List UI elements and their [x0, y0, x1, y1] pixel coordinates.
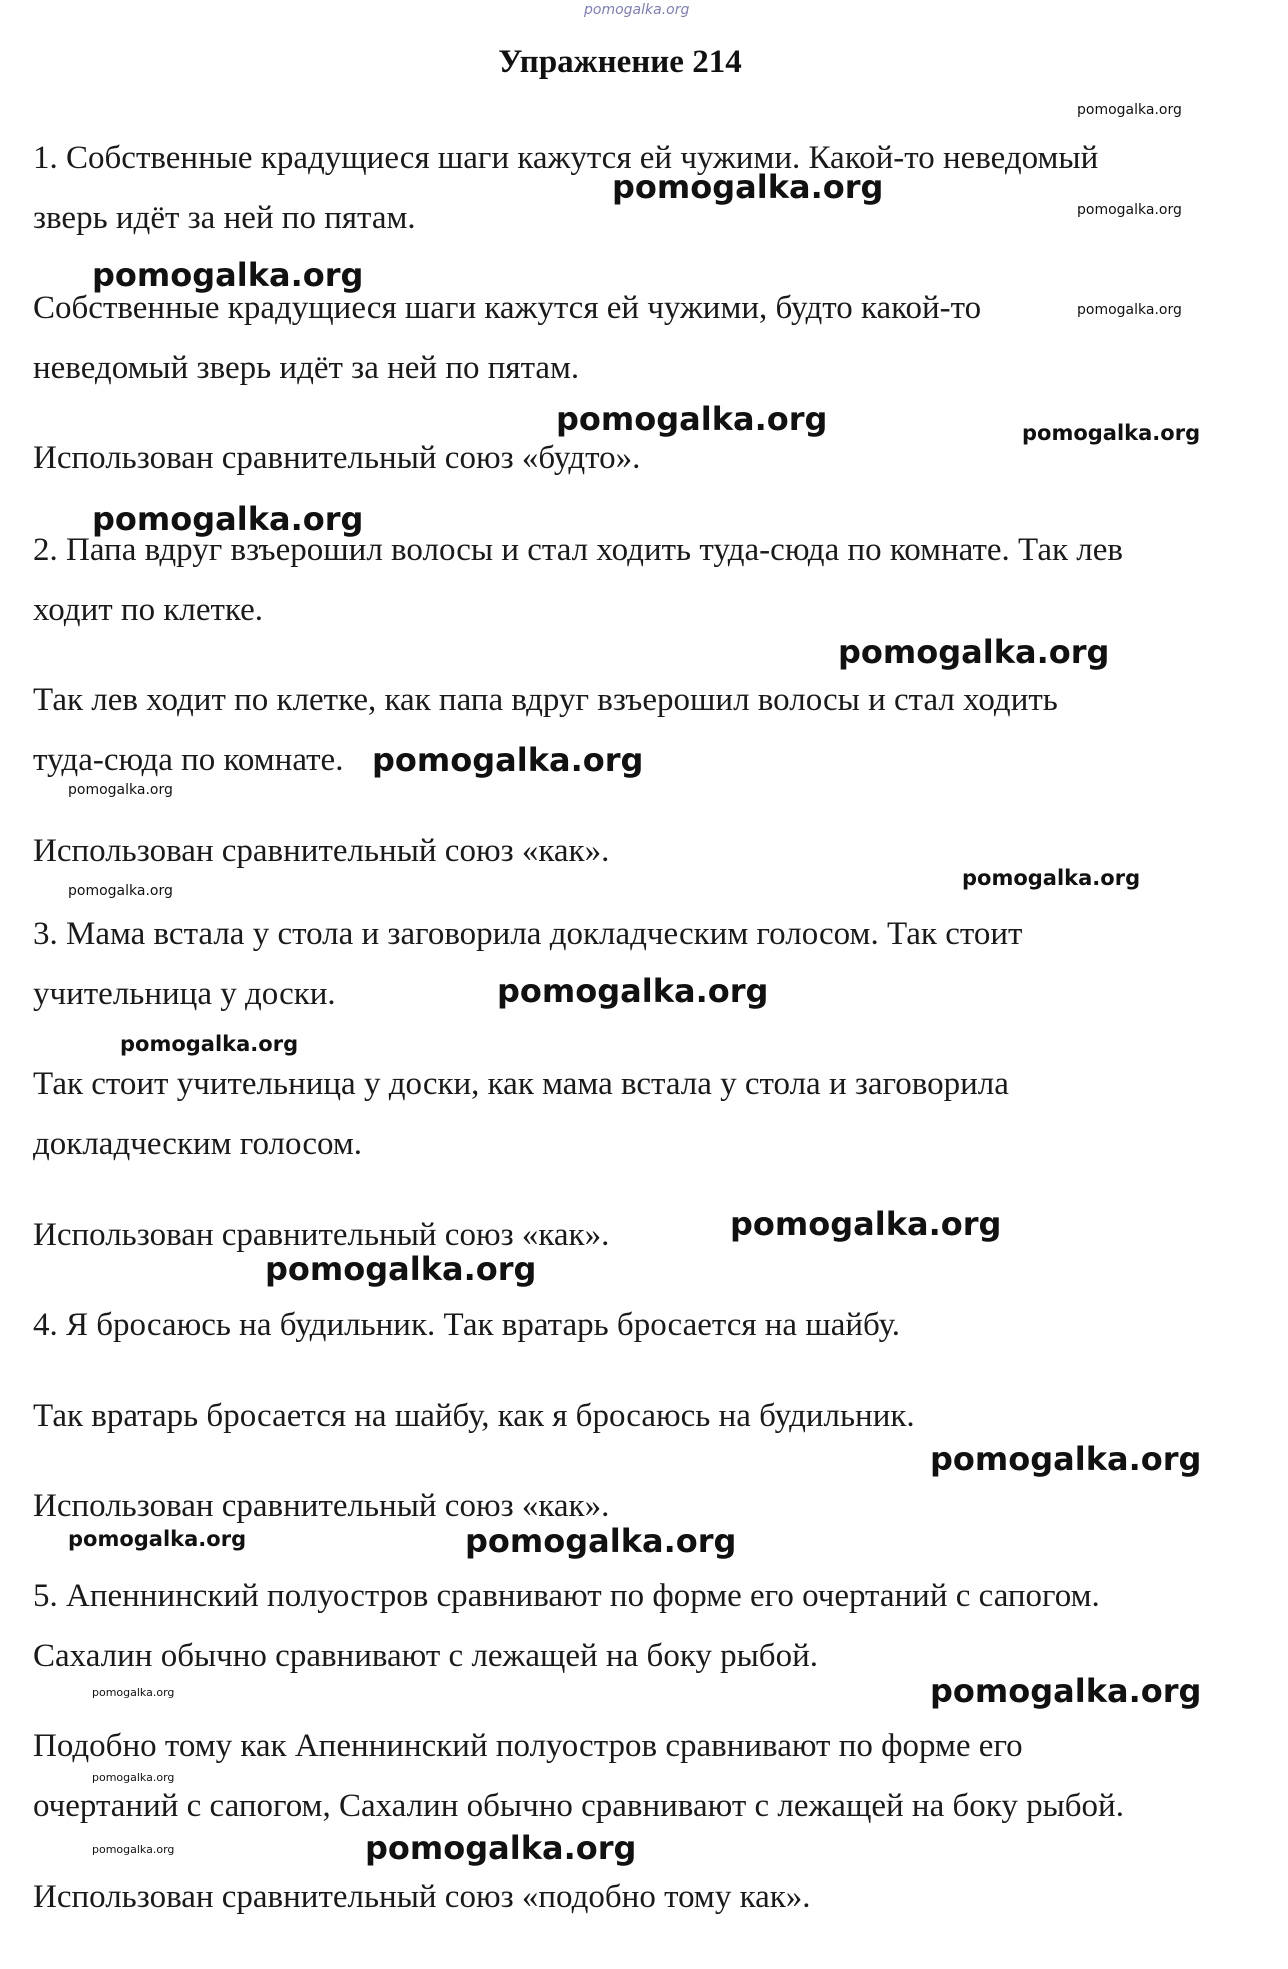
watermark: pomogalka.org: [612, 168, 884, 206]
text-line: 1. Собственные крадущиеся шаги кажутся ей чужими. Какой-то неведомый: [33, 140, 1099, 176]
watermark: pomogalka.org: [68, 782, 173, 798]
text-line: Использован сравнительный союз «как».: [33, 833, 610, 869]
text-line: ходит по клетке.: [33, 592, 264, 628]
watermark: pomogalka.org: [497, 972, 769, 1010]
text-line: 5. Апеннинский полуостров сравнивают по форме его очертаний с сапогом.: [33, 1578, 1100, 1614]
watermark: pomogalka.org: [962, 866, 1141, 890]
text-line: Сахалин обычно сравнивают с лежащей на боку рыбой.: [33, 1638, 819, 1674]
text-line: Собственные крадущиеся шаги кажутся ей чужими, будто какой-то: [33, 290, 982, 326]
watermark: pomogalka.org: [92, 256, 364, 294]
text-line: учительница у доски.: [33, 976, 336, 1012]
text-line: 2. Папа вдруг взъерошил волосы и стал ходить туда-сюда по комнате. Так лев: [33, 532, 1123, 568]
watermark: pomogalka.org: [365, 1829, 637, 1867]
watermark: pomogalka.org: [930, 1440, 1202, 1478]
watermark: pomogalka.org: [92, 1686, 175, 1699]
watermark: pomogalka.org: [1077, 302, 1182, 318]
watermark: pomogalka.org: [92, 500, 364, 538]
text-line: Использован сравнительный союз «как».: [33, 1488, 610, 1524]
watermark: pomogalka.org: [92, 1843, 175, 1856]
watermark: pomogalka.org: [372, 741, 644, 779]
watermark: pomogalka.org: [465, 1522, 737, 1560]
watermark: pomogalka.org: [930, 1672, 1202, 1710]
text-line: 3. Мама встала у стола и заговорила докладческим голосом. Так стоит: [33, 916, 1023, 952]
text-line: докладческим голосом.: [33, 1126, 362, 1162]
text-line: зверь идёт за ней по пятам.: [33, 200, 416, 236]
watermark: pomogalka.org: [68, 1527, 247, 1551]
exercise-title: Упражнение 214: [498, 44, 742, 80]
watermark: pomogalka.org: [1077, 202, 1182, 218]
text-line: Использован сравнительный союз «подобно тому как».: [33, 1879, 811, 1915]
text-line: 4. Я бросаюсь на будильник. Так вратарь бросается на шайбу.: [33, 1307, 901, 1343]
text-line: Так лев ходит по клетке, как папа вдруг взъерошил волосы и стал ходить: [33, 682, 1058, 718]
text-line: Использован сравнительный союз «как».: [33, 1217, 610, 1253]
watermark: pomogalka.org: [730, 1205, 1002, 1243]
watermark: pomogalka.org: [556, 400, 828, 438]
watermark: pomogalka.org: [838, 633, 1110, 671]
watermark: pomogalka.org: [92, 1771, 175, 1784]
watermark-top: pomogalka.org: [584, 2, 690, 18]
text-line: Так стоит учительница у доски, как мама встала у стола и заговорила: [33, 1066, 1009, 1102]
watermark: pomogalka.org: [1022, 421, 1201, 445]
text-line: туда-сюда по комнате.: [33, 742, 344, 778]
watermark: pomogalka.org: [68, 883, 173, 899]
watermark: pomogalka.org: [120, 1032, 299, 1056]
watermark: pomogalka.org: [1077, 102, 1182, 118]
watermark: pomogalka.org: [265, 1250, 537, 1288]
text-line: Так вратарь бросается на шайбу, как я бросаюсь на будильник.: [33, 1398, 915, 1434]
text-line: Подобно тому как Апеннинский полуостров сравнивают по форме его: [33, 1728, 1023, 1764]
text-line: неведомый зверь идёт за ней по пятам.: [33, 350, 580, 386]
text-line: Использован сравнительный союз «будто».: [33, 440, 641, 476]
text-line: очертаний с сапогом, Сахалин обычно сравнивают с лежащей на боку рыбой.: [33, 1788, 1124, 1824]
